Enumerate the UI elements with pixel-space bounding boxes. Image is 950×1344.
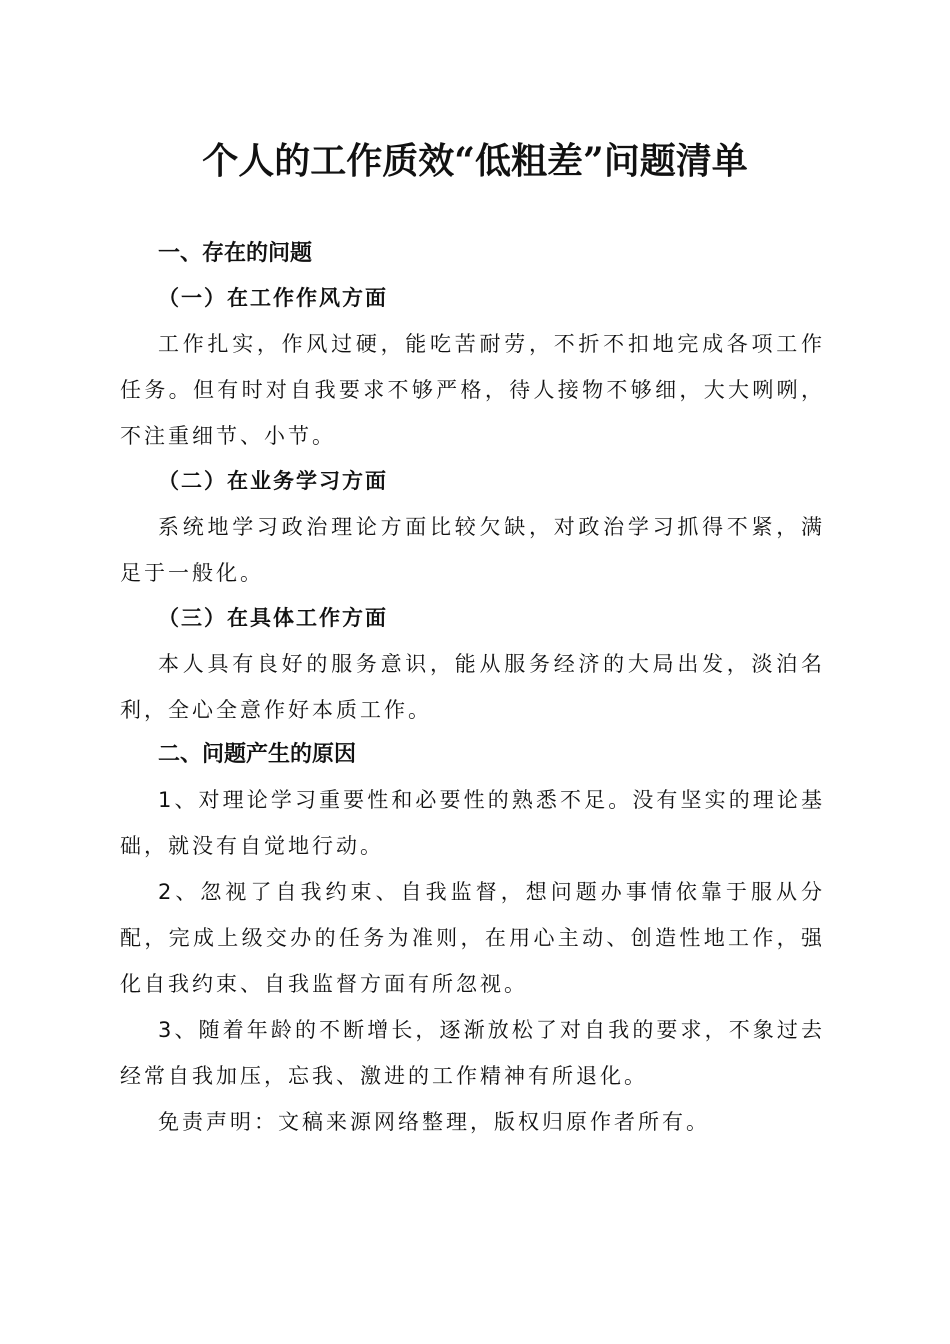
subsection-heading-specific-work: （三）在具体工作方面 <box>158 606 388 630</box>
paragraph-work-style: 工作扎实，作风过硬，能吃苦耐劳，不折不扣地完成各项工作任务。但有时对自我要求不够严格，待人接物不够细，大大咧咧，不注重细节、小节。 <box>120 332 825 448</box>
paragraph-specific-work: 本人具有良好的服务意识，能从服务经济的大局出发，淡泊名利，全心全意作好本质工作。 <box>120 652 825 722</box>
cause-item: 3、随着年龄的不断增长，逐渐放松了对自我的要求，不象过去经常自我加压，忘我、激进的工作精神有所退化。 <box>120 1018 825 1088</box>
section-heading-causes: 二、问题产生的原因 <box>158 742 357 767</box>
section-heading-problems: 一、存在的问题 <box>158 241 313 266</box>
document-body <box>120 232 825 1145</box>
cause-item: 2、忽视了自我约束、自我监督，想问题办事情依靠于服从分配，完成上级交办的任务为准则，在用心主动、创造性地工作，强化自我约束、自我监督方面有所忽视。 <box>120 880 825 996</box>
cause-item: 1、对理论学习重要性和必要性的熟悉不足。没有坚实的理论基础，就没有自觉地行动。 <box>120 788 825 858</box>
subsection-heading-study: （二）在业务学习方面 <box>158 469 388 493</box>
paragraph-study: 系统地学习政治理论方面比较欠缺，对政治学习抓得不紧，满足于一般化。 <box>120 515 825 585</box>
disclaimer: 免责声明：文稿来源网络整理，版权归原作者所有。 <box>158 1110 710 1134</box>
subsection-heading-work-style: （一）在工作作风方面 <box>158 286 388 310</box>
document-title: 个人的工作质效“低粗差”问题清单 <box>202 140 748 182</box>
